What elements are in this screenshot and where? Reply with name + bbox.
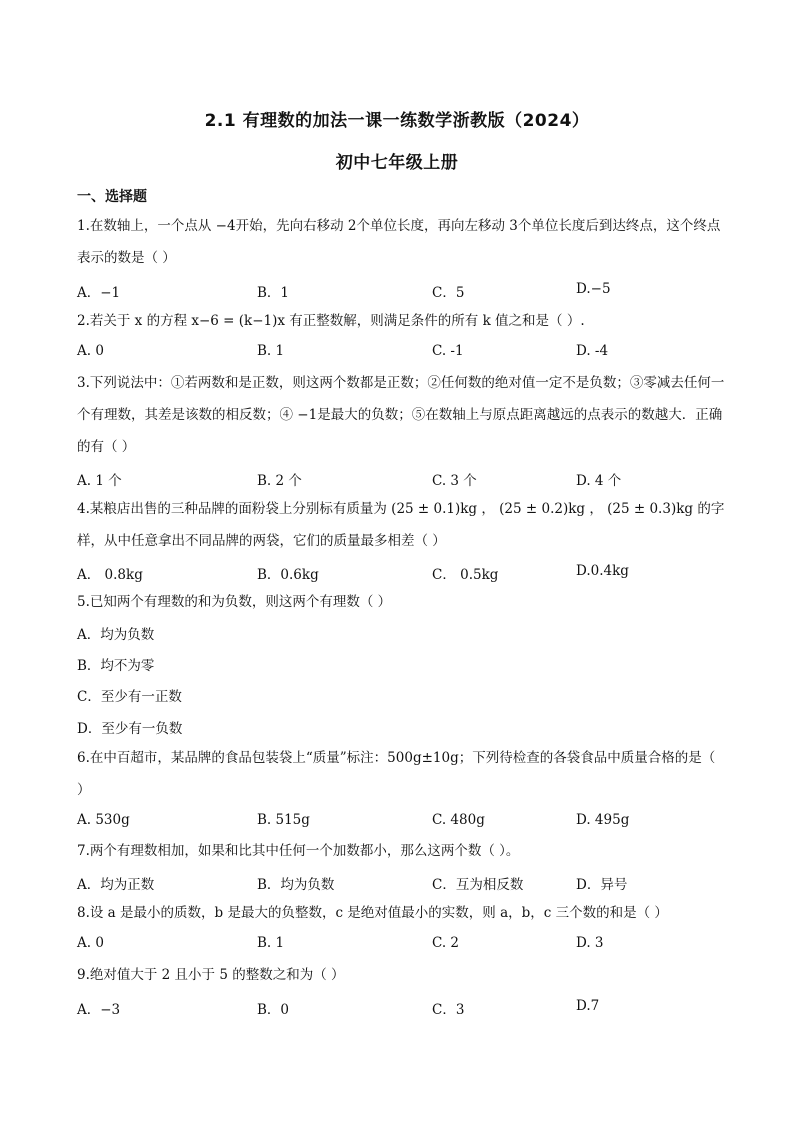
option-b: B. 515g: [257, 812, 310, 828]
question-6-stem: 6.在中百超市，某品牌的食品包装袋上“质量”标注：500g±10g；下列待检查的各袋食品中质量合格的是（ ）: [77, 750, 716, 798]
option-a: A．−1: [77, 285, 121, 301]
option-c: C. 2: [432, 935, 460, 951]
section-heading: 一、选择题: [77, 189, 147, 205]
question-7-stem: 7.两个有理数相加，如果和比其中任何一个加数都小，那么这两个数（ ）。: [77, 843, 520, 859]
option-a: A．均为正数: [77, 877, 155, 893]
option-a: A. 0: [77, 935, 104, 951]
option-a: A. 0: [77, 343, 104, 359]
question-8-stem: 8.设 a 是最小的质数，b 是最大的负整数，c 是绝对值最小的实数，则 a，b，c 三个数的和是（ ）: [77, 905, 668, 921]
option-b: B. 1: [257, 935, 285, 951]
option-d: D. -4: [576, 343, 609, 359]
document-subtitle: 初中七年级上册: [335, 153, 459, 173]
question-1-options: [77, 281, 725, 305]
question-1-stem: 1.在数轴上，一个点从 −4开始，先向右移动 2个单位长度，再向左移动 3个单位长度后到达终点，这个终点表示的数是（ ）: [77, 218, 721, 266]
document-title: 2.1 有理数的加法一课一练数学浙教版（2024）: [204, 111, 590, 131]
option-c: C. -1: [432, 343, 464, 359]
option-a: A． 0.8kg: [77, 567, 143, 583]
option-b: B．1: [257, 285, 290, 301]
option-d: D. 495g: [576, 812, 630, 828]
question-9-options: [77, 998, 725, 1022]
option-c: C．至少有一正数: [77, 689, 182, 705]
question-5-stem: 5.已知两个有理数的和为负数，则这两个有理数（ ）: [77, 594, 392, 610]
option-a: A. 1 个: [77, 473, 122, 489]
question-4-stem: 4.某粮店出售的三种品牌的面粉袋上分别标有质量为 (25 ± 0.1)kg ， (25 ± 0.2)kg ， (25 ± 0.3)kg 的字样，从中任意拿出不同品牌的两袋，它们的质量最多相差（ ）: [77, 501, 725, 549]
question-7-options: [77, 873, 725, 897]
option-c: C．3: [432, 1002, 465, 1018]
question-4-options: [77, 563, 725, 587]
question-9-stem: 9.绝对值大于 2 且小于 5 的整数之和为（ ）: [77, 967, 345, 983]
option-b: B．0: [257, 1002, 290, 1018]
option-b: B. 1: [257, 343, 285, 359]
option-c: C. 480g: [432, 812, 485, 828]
option-b: B．0.6kg: [257, 567, 319, 583]
question-2-options: [77, 343, 725, 367]
option-d: D．异号: [576, 877, 628, 893]
option-a: A．−3: [77, 1002, 121, 1018]
option-b: B. 2 个: [257, 473, 302, 489]
option-c: C．5: [432, 285, 465, 301]
option-d: D．至少有一负数: [77, 721, 183, 737]
question-2-stem: 2.若关于 x 的方程 x−6 = (k−1)x 有正整数解，则满足条件的所有 k 值之和是（ ）.: [77, 313, 585, 329]
option-c: C. 3 个: [432, 473, 477, 489]
option-b: B．均不为零: [77, 658, 155, 674]
question-3-stem: 3.下列说法中：①若两数和是正数，则这两个数都是正数；②任何数的绝对值一定不是负数；③零减去任何一个有理数，其差是该数的相反数；④ −1是最大的负数；⑤在数轴上与原点距离越远的点表示的数越大．正确的有（ ）: [77, 375, 725, 455]
option-d: D.7: [576, 998, 600, 1014]
option-a: A．均为负数: [77, 627, 155, 643]
option-a: A. 530g: [77, 812, 130, 828]
question-3-options: [77, 469, 725, 493]
option-d: D. 3: [576, 935, 604, 951]
option-c: C．互为相反数: [432, 877, 524, 893]
option-d: D.−5: [576, 281, 611, 297]
option-c: C． 0.5kg: [432, 567, 499, 583]
option-d: D.0.4kg: [576, 563, 629, 579]
question-6-options: [77, 812, 725, 836]
question-8-options: [77, 935, 725, 959]
option-b: B．均为负数: [257, 877, 335, 893]
option-d: D. 4 个: [576, 473, 622, 489]
